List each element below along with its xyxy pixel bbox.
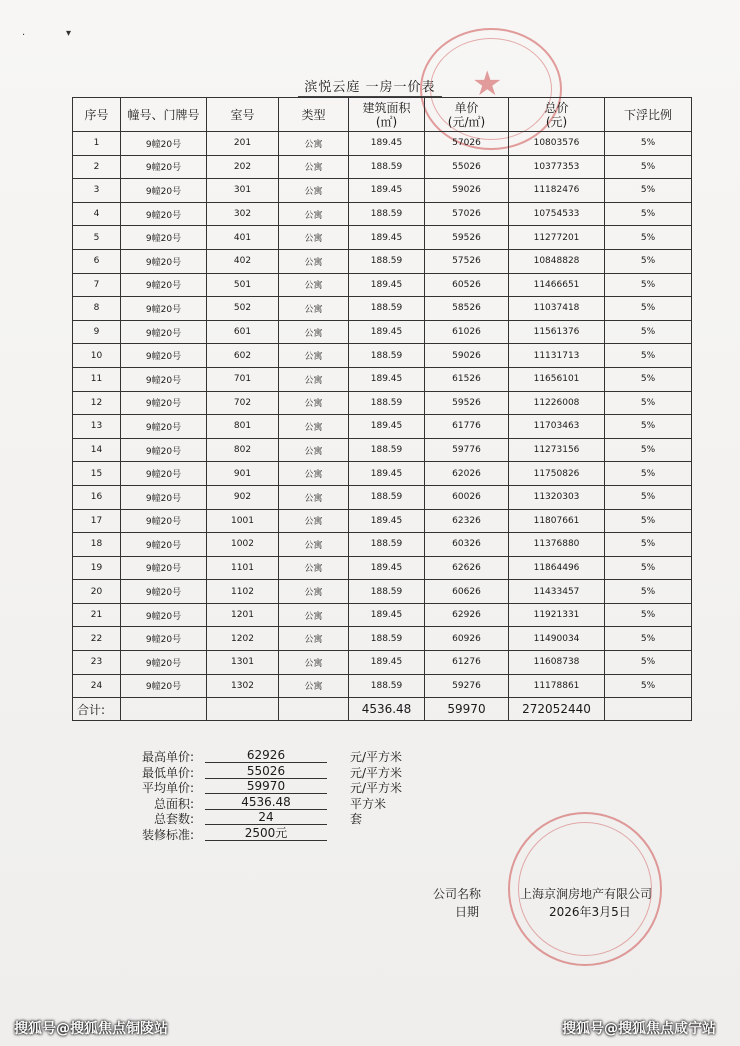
total-price: 11561376 [509,320,605,344]
summary-row [92,779,432,794]
building-number: 9幢20号 [121,367,207,391]
row-index: 14 [73,438,121,462]
unit-price: 62926 [425,603,509,627]
summary-label: 装修标准: [141,827,194,842]
total-price: 11226008 [509,391,605,415]
room-number: 801 [207,415,279,439]
discount-ratio: 5% [605,603,692,627]
summary-unit: 元/平方米 [350,750,403,764]
unit-price: 62326 [425,509,509,533]
table-row [73,297,692,321]
scan-speck: · [22,30,26,41]
total-price: 11807661 [509,509,605,533]
floor-area: 188.59 [349,202,425,226]
discount-ratio: 5% [605,367,692,391]
room-number: 1302 [207,674,279,698]
unit-price: 60626 [425,580,509,604]
floor-area: 189.45 [349,226,425,250]
row-index: 1 [73,132,121,156]
summary-value: 62926 [205,748,327,763]
room-number: 602 [207,344,279,368]
table-row [73,391,692,415]
building-number: 9幢20号 [121,438,207,462]
discount-ratio: 5% [605,580,692,604]
total-price: 11178861 [509,674,605,698]
building-number: 9幢20号 [121,415,207,439]
summary-label: 最低单价: [141,765,194,780]
room-number: 701 [207,367,279,391]
row-index: 8 [73,297,121,321]
row-index: 17 [73,509,121,533]
total-price: 11656101 [509,367,605,391]
total-empty [121,698,207,721]
summary-label: 总套数: [153,812,194,826]
unit-type: 公寓 [279,509,349,533]
room-number: 1001 [207,509,279,533]
column-header [349,98,425,132]
building-number: 9幢20号 [121,202,207,226]
floor-area: 189.45 [349,415,425,439]
discount-ratio: 5% [605,249,692,273]
floor-area: 188.59 [349,391,425,415]
total-unit-price: 59970 [425,698,509,721]
unit-price: 60526 [425,273,509,297]
table-row [73,367,692,391]
unit-price: 60926 [425,627,509,651]
table-row [73,462,692,486]
unit-price: 57526 [425,249,509,273]
row-index: 3 [73,179,121,203]
column-header [73,98,121,132]
discount-ratio: 5% [605,462,692,486]
row-index: 23 [73,651,121,675]
floor-area: 189.45 [349,509,425,533]
table-row [73,651,692,675]
building-number: 9幢20号 [121,320,207,344]
unit-type: 公寓 [279,580,349,604]
unit-type: 公寓 [279,415,349,439]
total-price: 11433457 [509,580,605,604]
unit-price: 59776 [425,438,509,462]
unit-type: 公寓 [279,674,349,698]
column-header-text: (㎡) [375,114,398,129]
discount-ratio: 5% [605,674,692,698]
building-number: 9幢20号 [121,132,207,156]
room-number: 1202 [207,627,279,651]
discount-ratio: 5% [605,509,692,533]
floor-area: 188.59 [349,485,425,509]
floor-area: 188.59 [349,344,425,368]
row-index: 20 [73,580,121,604]
unit-type: 公寓 [279,320,349,344]
room-number: 601 [207,320,279,344]
unit-type: 公寓 [279,485,349,509]
column-header [207,98,279,132]
watermark-left: 搜狐号@搜狐焦点铜陵站 [14,1021,168,1037]
floor-area: 189.45 [349,556,425,580]
unit-type: 公寓 [279,603,349,627]
room-number: 201 [207,132,279,156]
row-index: 12 [73,391,121,415]
total-empty [605,698,692,721]
discount-ratio: 5% [605,179,692,203]
row-index: 18 [73,533,121,557]
unit-price: 57026 [425,202,509,226]
discount-ratio: 5% [605,391,692,415]
unit-price: 61776 [425,415,509,439]
table-row [73,438,692,462]
discount-ratio: 5% [605,202,692,226]
column-header-text: 序号 [84,107,109,122]
column-header [425,98,509,132]
table-row [73,533,692,557]
unit-price: 60026 [425,485,509,509]
discount-ratio: 5% [605,320,692,344]
floor-area: 188.59 [349,627,425,651]
summary-unit: 平方米 [350,796,387,811]
row-index: 15 [73,462,121,486]
table-header-row [73,98,692,132]
unit-price: 61276 [425,651,509,675]
floor-area: 188.59 [349,438,425,462]
floor-area: 188.59 [349,249,425,273]
summary-label: 最高单价: [141,750,194,764]
total-label: 合计: [73,698,121,721]
floor-area: 189.45 [349,179,425,203]
summary-value: 55026 [205,764,327,779]
row-index: 7 [73,273,121,297]
row-index: 21 [73,603,121,627]
room-number: 901 [207,462,279,486]
title-text: 滨悦云庭 一房一价表 [298,76,441,97]
unit-price: 59026 [425,179,509,203]
total-price: 10848828 [509,249,605,273]
discount-ratio: 5% [605,344,692,368]
building-number: 9幢20号 [121,533,207,557]
unit-type: 公寓 [279,344,349,368]
summary-value: 4536.48 [205,795,327,810]
summary-label: 平均单价: [141,781,194,795]
unit-type: 公寓 [279,627,349,651]
column-header-text: (元) [545,114,568,129]
column-header-text: (元/㎡) [447,114,486,129]
unit-price: 59276 [425,674,509,698]
company-name-label: 公司名称 [433,887,482,901]
column-header-text: 类型 [301,107,326,122]
unit-price: 61026 [425,320,509,344]
table-row [73,320,692,344]
building-number: 9幢20号 [121,603,207,627]
unit-type: 公寓 [279,367,349,391]
row-index: 6 [73,249,121,273]
table-row [73,415,692,439]
row-index: 19 [73,556,121,580]
unit-type: 公寓 [279,556,349,580]
room-number: 202 [207,155,279,179]
unit-price: 62626 [425,556,509,580]
row-index: 4 [73,202,121,226]
discount-ratio: 5% [605,226,692,250]
summary-row [92,764,432,779]
discount-ratio: 5% [605,627,692,651]
room-number: 502 [207,297,279,321]
summary-row [92,810,432,825]
row-index: 2 [73,155,121,179]
summary-value: 59970 [205,779,327,794]
summary-row [92,748,432,763]
total-price: 11131713 [509,344,605,368]
building-number: 9幢20号 [121,391,207,415]
column-header-text: 总价 [544,100,569,115]
table-row [73,580,692,604]
building-number: 9幢20号 [121,674,207,698]
total-price: 11273156 [509,438,605,462]
floor-area: 189.45 [349,603,425,627]
room-number: 802 [207,438,279,462]
row-index: 11 [73,367,121,391]
table-row [73,226,692,250]
table-row [73,249,692,273]
floor-area: 188.59 [349,580,425,604]
price-table [72,97,692,721]
discount-ratio: 5% [605,556,692,580]
unit-type: 公寓 [279,226,349,250]
summary-unit: 套 [350,812,363,826]
building-number: 9幢20号 [121,155,207,179]
table-body [73,132,692,698]
total-empty [207,698,279,721]
total-price: 10377353 [509,155,605,179]
unit-type: 公寓 [279,179,349,203]
unit-type: 公寓 [279,462,349,486]
building-number: 9幢20号 [121,485,207,509]
summary-label: 总面积: [153,796,194,811]
table-row [73,509,692,533]
building-number: 9幢20号 [121,462,207,486]
total-price: 10803576 [509,132,605,156]
summary-row [92,795,432,810]
room-number: 302 [207,202,279,226]
building-number: 9幢20号 [121,297,207,321]
unit-type: 公寓 [279,438,349,462]
building-number: 9幢20号 [121,273,207,297]
total-price: 11376880 [509,533,605,557]
total-area: 4536.48 [349,698,425,721]
unit-price: 62026 [425,462,509,486]
row-index: 22 [73,627,121,651]
document-title [0,76,740,97]
unit-price: 59026 [425,344,509,368]
table-row [73,155,692,179]
total-price: 11750826 [509,462,605,486]
table-row [73,344,692,368]
table-row [73,485,692,509]
row-index: 5 [73,226,121,250]
unit-price: 59526 [425,391,509,415]
room-number: 1201 [207,603,279,627]
table-row [73,674,692,698]
total-price: 11277201 [509,226,605,250]
table-total-row [73,698,692,721]
unit-type: 公寓 [279,297,349,321]
unit-price: 61526 [425,367,509,391]
total-price: 11608738 [509,651,605,675]
total-price: 11037418 [509,297,605,321]
room-number: 402 [207,249,279,273]
company-name-value: 上海京涧房地产有限公司 [520,887,653,901]
floor-area: 188.59 [349,297,425,321]
discount-ratio: 5% [605,132,692,156]
floor-area: 188.59 [349,674,425,698]
discount-ratio: 5% [605,273,692,297]
table-row [73,273,692,297]
building-number: 9幢20号 [121,580,207,604]
unit-type: 公寓 [279,273,349,297]
room-number: 1101 [207,556,279,580]
summary-value: 24 [205,810,327,825]
table-row [73,603,692,627]
column-header-text: 下浮比例 [623,107,672,122]
unit-price: 55026 [425,155,509,179]
summary-row [92,826,432,841]
unit-price: 57026 [425,132,509,156]
total-price: 10754533 [509,202,605,226]
room-number: 1002 [207,533,279,557]
room-number: 1301 [207,651,279,675]
row-index: 9 [73,320,121,344]
room-number: 501 [207,273,279,297]
unit-type: 公寓 [279,202,349,226]
discount-ratio: 5% [605,438,692,462]
table-row [73,202,692,226]
room-number: 702 [207,391,279,415]
building-number: 9幢20号 [121,344,207,368]
date-label: 日期 [455,905,480,919]
watermark-right: 搜狐号@搜狐焦点咸宁站 [562,1021,716,1037]
building-number: 9幢20号 [121,651,207,675]
row-index: 24 [73,674,121,698]
date-value: 2026年3月5日 [549,905,631,919]
table-row [73,627,692,651]
total-price: 11466651 [509,273,605,297]
column-header-text: 室号 [230,107,255,122]
floor-area: 188.59 [349,533,425,557]
scan-speck: ▾ [66,28,72,39]
unit-price: 58526 [425,297,509,321]
floor-area: 189.45 [349,367,425,391]
discount-ratio: 5% [605,297,692,321]
room-number: 1102 [207,580,279,604]
unit-type: 公寓 [279,391,349,415]
unit-price: 60326 [425,533,509,557]
floor-area: 189.45 [349,462,425,486]
discount-ratio: 5% [605,155,692,179]
building-number: 9幢20号 [121,627,207,651]
total-price: 11921331 [509,603,605,627]
floor-area: 189.45 [349,651,425,675]
room-number: 902 [207,485,279,509]
unit-type: 公寓 [279,132,349,156]
floor-area: 188.59 [349,155,425,179]
column-header [509,98,605,132]
building-number: 9幢20号 [121,509,207,533]
column-header [121,98,207,132]
total-empty [279,698,349,721]
column-header-text: 幢号、门牌号 [127,107,200,122]
total-price: 272052440 [509,698,605,721]
unit-type: 公寓 [279,533,349,557]
total-price: 11320303 [509,485,605,509]
seal-star-icon: ★ [472,64,503,104]
floor-area: 189.45 [349,320,425,344]
column-header [279,98,349,132]
building-number: 9幢20号 [121,226,207,250]
building-number: 9幢20号 [121,179,207,203]
building-number: 9幢20号 [121,249,207,273]
unit-type: 公寓 [279,249,349,273]
discount-ratio: 5% [605,485,692,509]
summary-unit: 元/平方米 [350,781,403,795]
room-number: 301 [207,179,279,203]
total-price: 11490034 [509,627,605,651]
summary-value: 2500元 [205,826,327,841]
column-header-text: 建筑面积 [362,100,411,115]
table-row [73,179,692,203]
total-price: 11182476 [509,179,605,203]
total-price: 11703463 [509,415,605,439]
floor-area: 189.45 [349,273,425,297]
discount-ratio: 5% [605,651,692,675]
table-row [73,556,692,580]
unit-type: 公寓 [279,155,349,179]
row-index: 10 [73,344,121,368]
total-price: 11864496 [509,556,605,580]
table-row [73,132,692,156]
room-number: 401 [207,226,279,250]
discount-ratio: 5% [605,415,692,439]
floor-area: 189.45 [349,132,425,156]
unit-price: 59526 [425,226,509,250]
column-header-text: 单价 [454,100,479,115]
summary-unit: 元/平方米 [350,765,403,780]
discount-ratio: 5% [605,533,692,557]
column-header [605,98,692,132]
building-number: 9幢20号 [121,556,207,580]
row-index: 13 [73,415,121,439]
row-index: 16 [73,485,121,509]
unit-type: 公寓 [279,651,349,675]
